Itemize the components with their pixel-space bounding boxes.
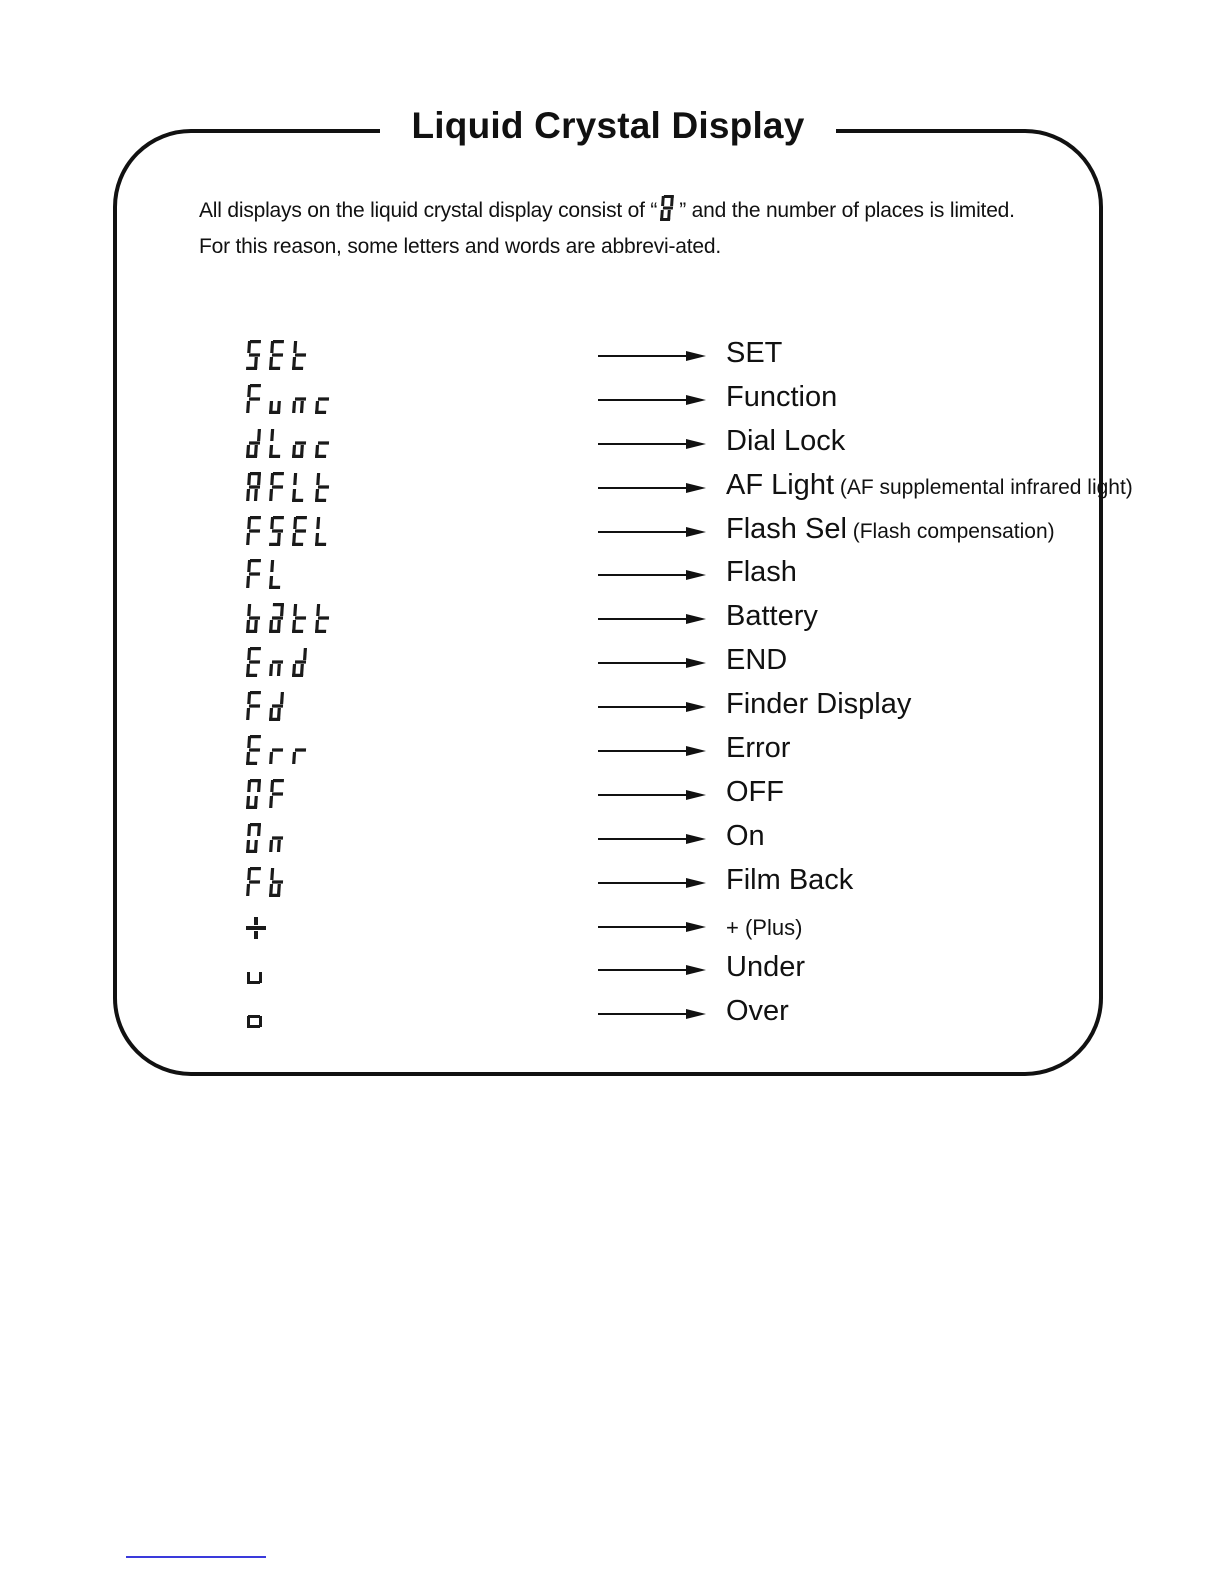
meaning-text: Flash bbox=[726, 556, 797, 589]
lcd-char-E bbox=[246, 647, 263, 677]
segment-g bbox=[295, 353, 306, 356]
lcd-char-F bbox=[269, 779, 286, 809]
right-arrow-icon bbox=[598, 483, 706, 493]
segment-g bbox=[272, 485, 283, 488]
meaning-text: SET bbox=[726, 337, 783, 369]
segment-g bbox=[272, 748, 283, 751]
segment-a bbox=[250, 340, 261, 343]
lcd-char-t bbox=[315, 472, 332, 502]
segment-g bbox=[272, 353, 283, 356]
lcd-char-n bbox=[292, 384, 309, 414]
segment-e bbox=[292, 401, 296, 413]
abbreviation-row bbox=[246, 770, 1046, 814]
segment-g bbox=[318, 397, 329, 400]
segment-g bbox=[249, 617, 260, 620]
segment-f bbox=[247, 824, 251, 836]
segment-e bbox=[246, 401, 250, 413]
segment-a bbox=[250, 559, 261, 562]
segment-f bbox=[270, 429, 274, 441]
segment-g bbox=[318, 617, 329, 620]
segment-b bbox=[257, 429, 261, 441]
segment-f bbox=[247, 473, 251, 485]
segment-e bbox=[269, 752, 273, 764]
segment-g bbox=[295, 441, 306, 444]
segment-b bbox=[280, 692, 284, 704]
segment-a bbox=[250, 691, 261, 694]
segment-g bbox=[249, 485, 260, 488]
segment-f bbox=[270, 473, 274, 485]
segment-f bbox=[316, 604, 320, 616]
meaning-text: Battery bbox=[726, 600, 818, 633]
segment-a bbox=[250, 384, 261, 387]
segment-g bbox=[272, 661, 283, 664]
segment-e bbox=[269, 664, 273, 676]
segment-g bbox=[295, 529, 306, 532]
segment-a bbox=[250, 867, 261, 870]
segment-f bbox=[270, 341, 274, 353]
meaning-text: Function bbox=[726, 380, 838, 413]
lcd-char-F bbox=[246, 867, 263, 897]
meaning-text: Film Back bbox=[726, 863, 854, 896]
segment-f bbox=[247, 517, 251, 529]
meaning-text: OFF bbox=[726, 775, 784, 808]
lcd-char-r bbox=[292, 735, 309, 765]
lcd-code bbox=[246, 863, 286, 897]
segment-g bbox=[295, 748, 306, 751]
meaning-text: Dial Lock bbox=[726, 424, 846, 457]
lcd-code bbox=[246, 512, 332, 546]
under-segment-icon bbox=[246, 968, 264, 984]
lcd-char-n bbox=[269, 647, 286, 677]
segment-a bbox=[296, 516, 307, 519]
segment-a bbox=[273, 472, 284, 475]
lcd-char-F bbox=[269, 472, 286, 502]
segment-g bbox=[295, 397, 306, 400]
segment-eight-icon bbox=[660, 195, 676, 231]
segment-g bbox=[249, 748, 260, 751]
segment-f bbox=[247, 560, 251, 572]
page-title: Liquid Crystal Display bbox=[411, 105, 805, 146]
lcd-code bbox=[246, 643, 309, 677]
lcd-char-E bbox=[269, 340, 286, 370]
lcd-code bbox=[246, 775, 286, 809]
plus-segment-icon bbox=[246, 915, 266, 941]
segment-f bbox=[270, 868, 274, 880]
abbreviation-row bbox=[246, 726, 1046, 770]
segment-c bbox=[277, 664, 281, 676]
lcd-char-t bbox=[315, 603, 332, 633]
meaning-label bbox=[726, 774, 784, 810]
lcd-char-u bbox=[269, 384, 286, 414]
abbreviation-row bbox=[246, 638, 1046, 682]
segment-f bbox=[316, 517, 320, 529]
right-arrow-icon bbox=[598, 790, 706, 800]
abbreviation-row bbox=[246, 507, 1055, 551]
meaning-label bbox=[726, 818, 765, 854]
lcd-char-F bbox=[246, 691, 263, 721]
abbreviation-row bbox=[246, 682, 1046, 726]
meaning-label bbox=[726, 686, 911, 722]
segment-f bbox=[316, 473, 320, 485]
segment-g bbox=[249, 441, 260, 444]
lcd-char-L bbox=[269, 428, 286, 458]
lcd-char-F bbox=[246, 516, 263, 546]
lcd-char-d bbox=[269, 691, 286, 721]
segment-d bbox=[269, 542, 280, 545]
right-arrow-icon bbox=[598, 702, 706, 712]
segment-f bbox=[247, 604, 251, 616]
segment-f bbox=[247, 736, 251, 748]
segment-f bbox=[247, 341, 251, 353]
meaning-text: AF Light bbox=[726, 468, 834, 501]
abbreviation-row bbox=[246, 594, 1046, 638]
abbreviation-row bbox=[246, 550, 1046, 594]
segment-g bbox=[295, 661, 306, 664]
segment-b bbox=[303, 648, 307, 660]
lcd-char-r bbox=[269, 735, 286, 765]
segment-c bbox=[254, 489, 258, 501]
segment-d bbox=[246, 367, 257, 370]
abbreviation-row bbox=[246, 463, 1133, 507]
right-arrow-icon bbox=[598, 439, 706, 449]
segment-e bbox=[246, 884, 250, 896]
segment-g bbox=[272, 880, 283, 883]
lcd-char-t bbox=[292, 340, 309, 370]
segment-g bbox=[249, 573, 260, 576]
segment-g bbox=[272, 617, 283, 620]
meaning-label bbox=[726, 423, 845, 459]
right-arrow-icon bbox=[598, 922, 706, 932]
lcd-char-E bbox=[246, 735, 263, 765]
segment-f bbox=[293, 341, 297, 353]
lcd-char-o bbox=[292, 428, 309, 458]
meaning-text: Under bbox=[726, 951, 805, 984]
segment-g bbox=[272, 836, 283, 839]
meaning-label bbox=[726, 993, 789, 1029]
segment-f bbox=[293, 517, 297, 529]
title-container bbox=[380, 101, 836, 151]
lcd-code bbox=[246, 599, 332, 633]
right-arrow-icon bbox=[598, 965, 706, 975]
segment-eight-glyph bbox=[660, 195, 676, 221]
meaning-label bbox=[726, 862, 853, 898]
abbreviation-row bbox=[246, 419, 1046, 463]
abbreviation-row bbox=[246, 375, 1046, 419]
segment-f bbox=[247, 780, 251, 792]
right-arrow-icon bbox=[598, 878, 706, 888]
lcd-char-S bbox=[269, 516, 286, 546]
segment-g bbox=[249, 353, 260, 356]
segment-f bbox=[247, 692, 251, 704]
lcd-char-t bbox=[292, 603, 309, 633]
segment-g bbox=[318, 485, 329, 488]
segment-g bbox=[272, 792, 283, 795]
segment-f bbox=[247, 385, 251, 397]
over-segment-icon bbox=[246, 1012, 264, 1028]
segment-g bbox=[249, 880, 260, 883]
meaning-label bbox=[726, 554, 797, 590]
meaning-label bbox=[726, 511, 1055, 550]
lcd-char-L bbox=[292, 472, 309, 502]
meaning-text: Error bbox=[726, 732, 791, 765]
lcd-code bbox=[246, 468, 332, 502]
segment-e bbox=[269, 840, 273, 852]
segment-g bbox=[249, 397, 260, 400]
segment-g bbox=[663, 207, 673, 210]
right-arrow-icon bbox=[598, 658, 706, 668]
segment-f bbox=[293, 473, 297, 485]
abbreviation-row bbox=[246, 814, 1046, 858]
lcd-char-S bbox=[246, 340, 263, 370]
page-underline bbox=[126, 1556, 266, 1558]
abbreviation-row bbox=[246, 902, 1046, 946]
lcd-char-d bbox=[246, 428, 263, 458]
segment-e bbox=[269, 796, 273, 808]
right-arrow-icon bbox=[598, 746, 706, 756]
meaning-label bbox=[726, 467, 1133, 506]
meaning-note: (AF supplemental infrared light) bbox=[834, 475, 1133, 499]
lcd-char-c bbox=[315, 384, 332, 414]
lcd-code bbox=[246, 380, 332, 414]
right-arrow-icon bbox=[598, 527, 706, 537]
lcd-code bbox=[246, 950, 264, 984]
abbreviation-row bbox=[246, 858, 1046, 902]
right-arrow-icon bbox=[598, 614, 706, 624]
meaning-text: Over bbox=[726, 995, 789, 1028]
lcd-char-b bbox=[246, 603, 263, 633]
segment-e bbox=[269, 489, 273, 501]
meaning-text: END bbox=[726, 644, 788, 677]
lcd-char-b bbox=[269, 867, 286, 897]
lcd-char-L bbox=[315, 516, 332, 546]
lcd-code bbox=[246, 907, 266, 941]
segment-e bbox=[246, 708, 250, 720]
segment-g bbox=[249, 705, 260, 708]
meaning-label bbox=[726, 642, 787, 678]
lcd-code bbox=[246, 819, 286, 853]
segment-g bbox=[272, 705, 283, 708]
lcd-char-L bbox=[269, 559, 286, 589]
segment-g bbox=[272, 529, 283, 532]
segment-a bbox=[273, 516, 284, 519]
meaning-text: + (Plus) bbox=[726, 914, 803, 940]
right-arrow-icon bbox=[598, 570, 706, 580]
meaning-label bbox=[726, 379, 837, 415]
segment-a bbox=[273, 340, 284, 343]
lcd-char-c bbox=[315, 428, 332, 458]
lcd-code bbox=[246, 424, 332, 458]
segment-c bbox=[300, 401, 304, 413]
right-arrow-icon bbox=[598, 1009, 706, 1019]
lcd-char-A bbox=[246, 472, 263, 502]
segment-c bbox=[277, 840, 281, 852]
meaning-label bbox=[726, 910, 802, 946]
intro-paragraph bbox=[199, 195, 1029, 263]
abbreviation-list bbox=[246, 331, 1133, 1033]
meaning-text: Flash Sel bbox=[726, 512, 847, 545]
segment-g bbox=[249, 661, 260, 664]
right-arrow-icon bbox=[598, 351, 706, 361]
lcd-code bbox=[246, 994, 264, 1028]
intro-text-before: All displays on the liquid crystal display consist of “ bbox=[199, 199, 658, 222]
segment-e bbox=[246, 533, 250, 545]
segment-f bbox=[661, 196, 665, 206]
segment-g bbox=[249, 529, 260, 532]
lcd-code bbox=[246, 731, 309, 765]
segment-a bbox=[273, 779, 284, 782]
segment-a bbox=[250, 516, 261, 519]
lcd-char-O bbox=[246, 779, 263, 809]
segment-f bbox=[247, 648, 251, 660]
segment-g bbox=[295, 617, 306, 620]
segment-f bbox=[270, 560, 274, 572]
segment-f bbox=[247, 868, 251, 880]
meaning-text: Finder Display bbox=[726, 688, 912, 721]
abbreviation-row bbox=[246, 331, 1046, 375]
intro-text-after: ” and the number of places is limited. For this reason, some letters and words are abbrevi-ated. bbox=[199, 199, 1015, 258]
meaning-label bbox=[726, 598, 818, 634]
segment-e bbox=[246, 489, 250, 501]
lcd-char-F bbox=[246, 559, 263, 589]
segment-f bbox=[270, 780, 274, 792]
meaning-label bbox=[726, 730, 790, 766]
segment-e bbox=[246, 576, 250, 588]
lcd-char-d bbox=[292, 647, 309, 677]
lcd-code bbox=[246, 687, 286, 721]
lcd-char-n bbox=[269, 823, 286, 853]
segment-e bbox=[292, 752, 296, 764]
segment-g bbox=[318, 441, 329, 444]
segment-f bbox=[293, 604, 297, 616]
lcd-code bbox=[246, 555, 286, 589]
lcd-char-a bbox=[269, 603, 286, 633]
meaning-text: On bbox=[726, 819, 765, 852]
meaning-note: (Flash compensation) bbox=[846, 519, 1055, 543]
lcd-char-F bbox=[246, 384, 263, 414]
segment-a bbox=[250, 735, 261, 738]
lcd-char-O bbox=[246, 823, 263, 853]
meaning-label bbox=[726, 335, 782, 371]
segment-f bbox=[270, 517, 274, 529]
right-arrow-icon bbox=[598, 395, 706, 405]
lcd-char-E bbox=[292, 516, 309, 546]
lcd-code bbox=[246, 336, 309, 370]
right-arrow-icon bbox=[598, 834, 706, 844]
abbreviation-row bbox=[246, 945, 1046, 989]
abbreviation-row bbox=[246, 989, 1046, 1033]
segment-a bbox=[250, 647, 261, 650]
meaning-label bbox=[726, 949, 805, 985]
